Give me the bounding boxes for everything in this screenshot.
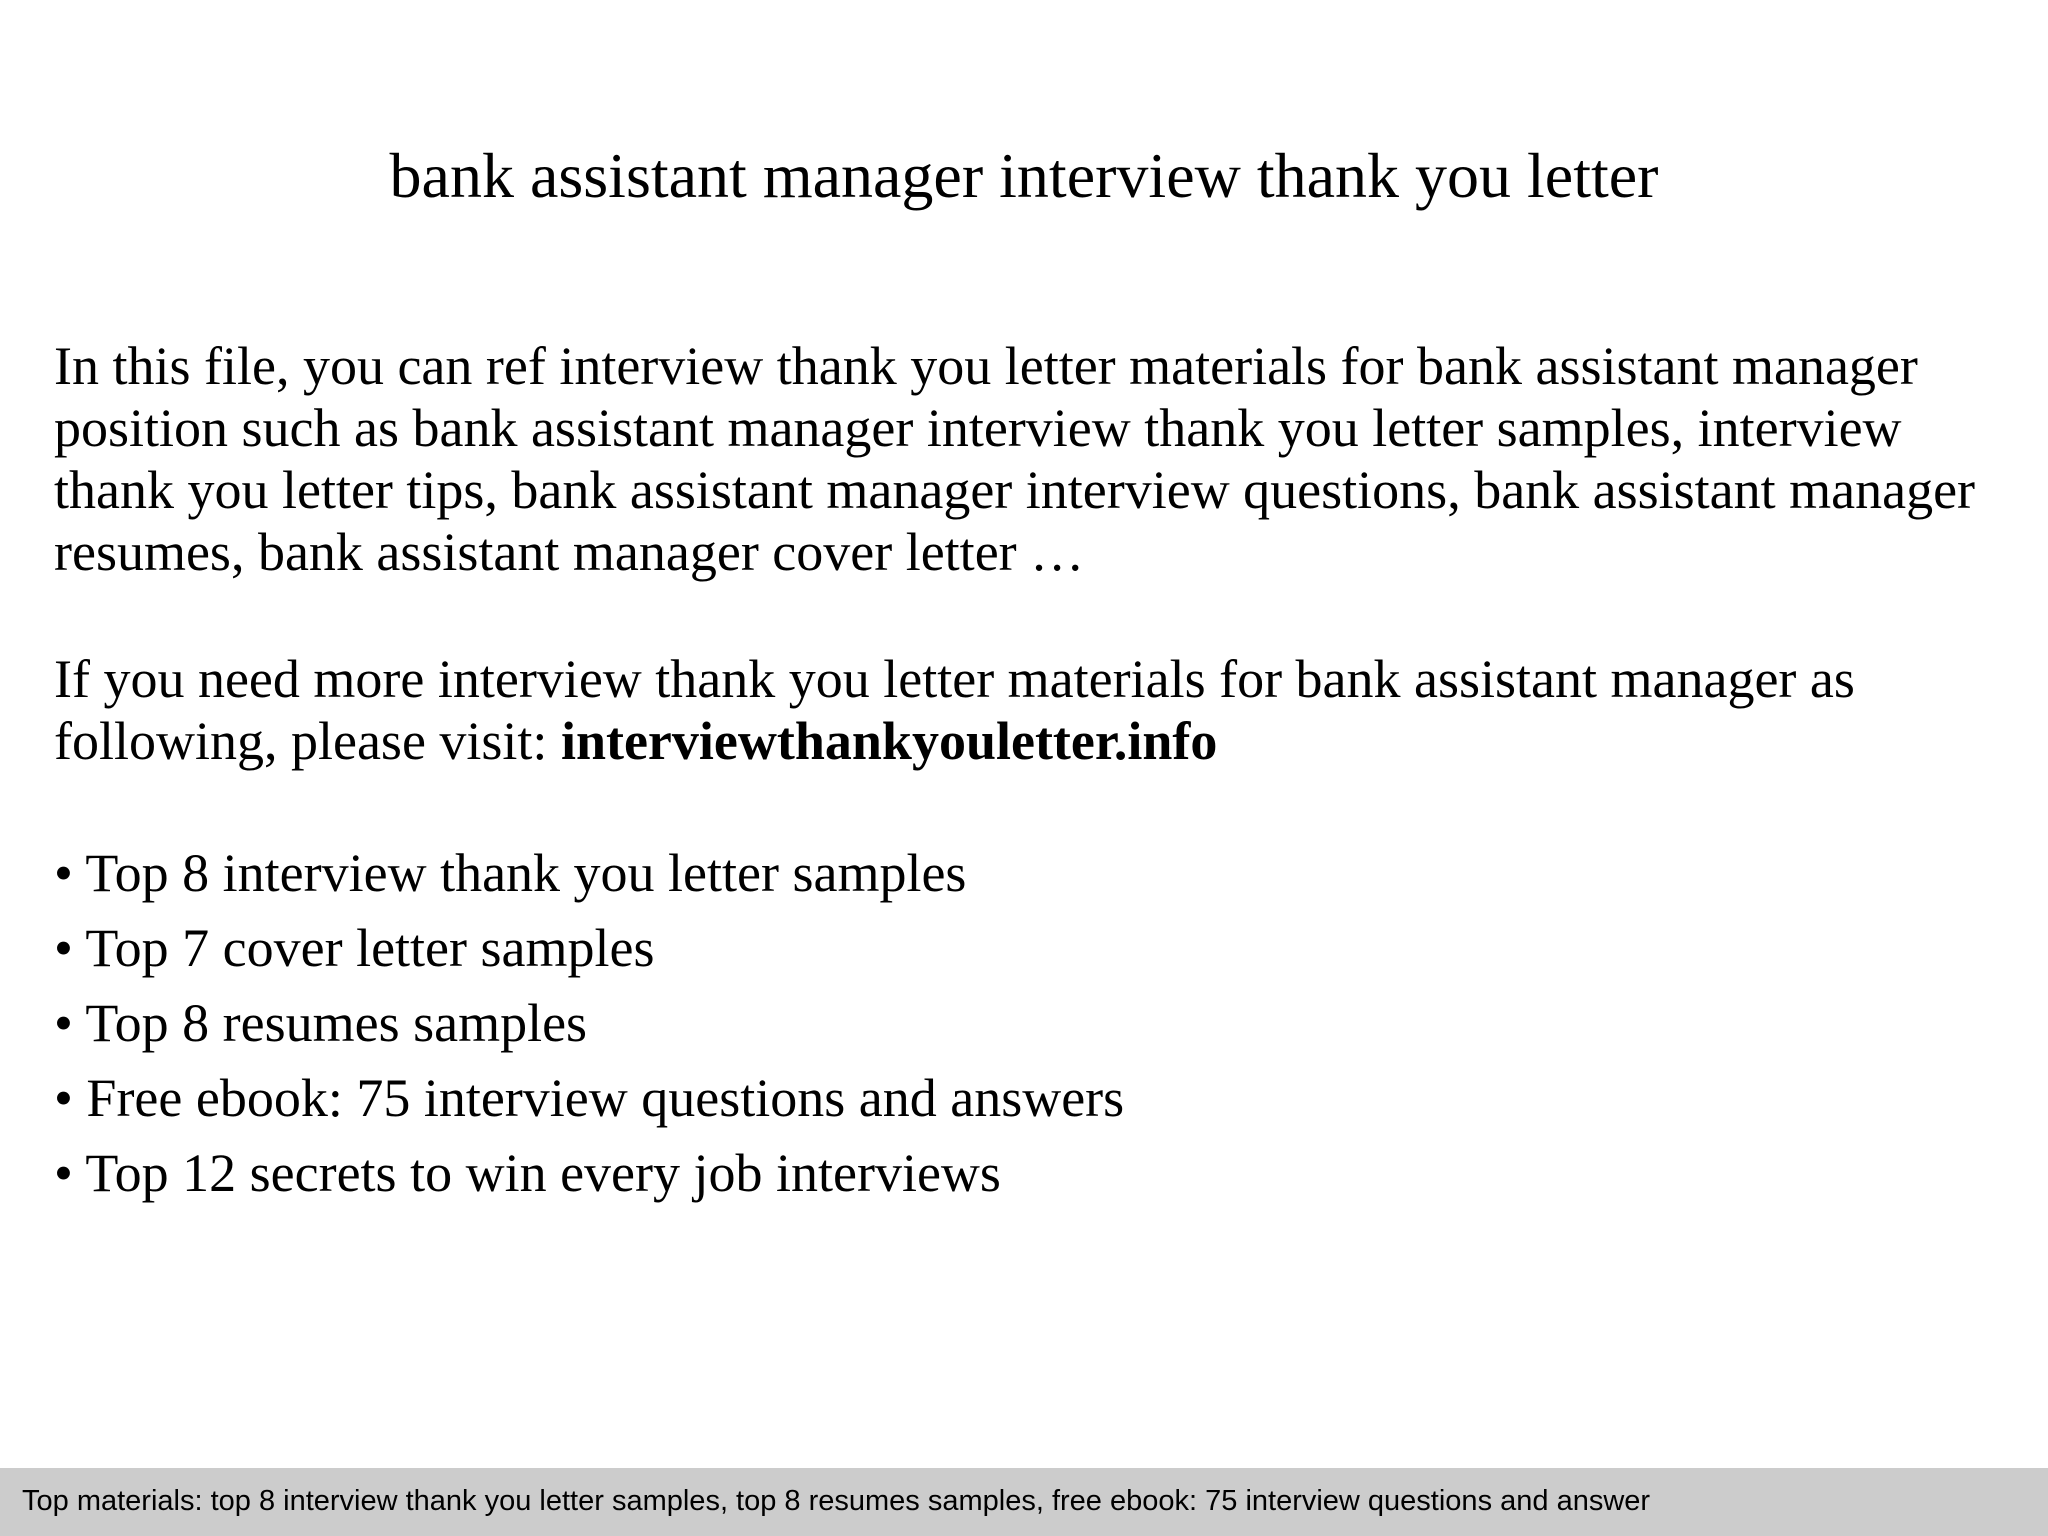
intro-paragraph: In this file, you can ref interview thank you letter materials for bank assistant manager position such as bank assistant manager interview thank you letter samples, interview thank you letter tips, bank assistant manager interview questions, bank assistant manager resumes, bank assistant manager cover letter … [54,336,1976,582]
footer-text: Top materials: top 8 interview thank you letter samples, top 8 resumes samples, free ebook: 75 interview questions and answer [22,1485,1651,1517]
page-title: bank assistant manager interview thank you letter [389,140,1659,211]
list-item: • Top 8 interview thank you letter samples [54,843,967,903]
visit-paragraph [54,648,2014,772]
list-item: • Top 8 resumes samples [54,993,588,1053]
footer-bar [0,1468,2048,1536]
visit-text: If you need more interview thank you letter materials for bank assistant manager as following, please visit: [54,649,1855,771]
site-link[interactable]: interviewthankyouletter.info [560,711,1218,771]
list-item: • Free ebook: 75 interview questions and answers [54,1068,1125,1128]
materials-list [54,836,2014,1211]
list-item: • Top 12 secrets to win every job interviews [54,1143,1001,1203]
list-item: • Top 7 cover letter samples [54,918,655,978]
